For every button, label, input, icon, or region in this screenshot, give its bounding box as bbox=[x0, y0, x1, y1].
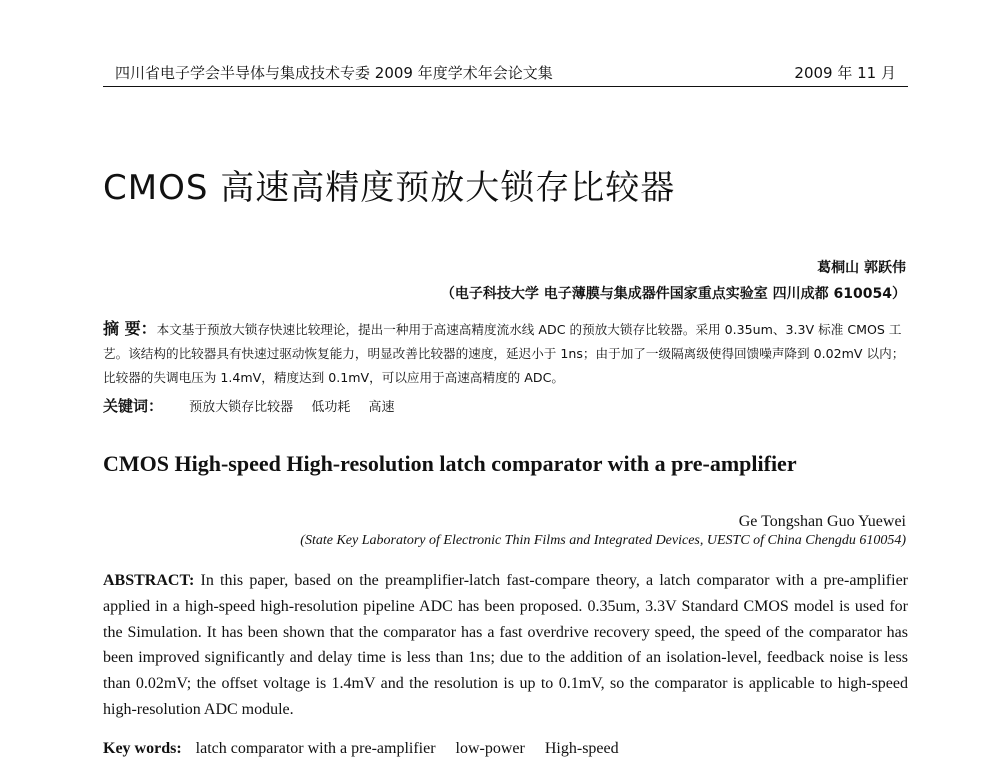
chinese-affiliation: （电子科技大学 电子薄膜与集成器件国家重点实验室 四川成都 610054） bbox=[440, 286, 906, 302]
journal-name: 四川省电子学会半导体与集成技术专委 2009 年度学术年会论文集 bbox=[115, 64, 553, 82]
english-abstract-label: ABSTRACT: bbox=[103, 572, 195, 589]
english-abstract bbox=[103, 568, 908, 723]
chinese-keywords-label: 关键词： bbox=[103, 397, 164, 415]
english-keyword: High-speed bbox=[544, 740, 619, 757]
english-keywords bbox=[103, 740, 635, 758]
english-title: CMOS High-speed High-resolution latch comparator with a pre-amplifier bbox=[103, 451, 797, 476]
english-keywords-label: Key words: bbox=[103, 740, 182, 757]
running-header bbox=[103, 60, 908, 87]
chinese-keywords bbox=[103, 395, 408, 416]
chinese-keyword: 预放大锁存比较器 bbox=[189, 400, 294, 415]
chinese-keyword: 低功耗 bbox=[311, 400, 351, 415]
publication-date: 2009 年 11 月 bbox=[794, 64, 896, 82]
chinese-keyword: 高速 bbox=[368, 400, 395, 415]
english-authors: Ge Tongshan Guo Yuewei bbox=[738, 513, 906, 530]
english-abstract-text: In this paper, based on the preamplifier-latch fast-compare theory, a latch comparator with a pre-amplifier applied in a high-speed high-resolution pipeline ADC has been proposed. 0.35um, 3.3V Standard CMOS model is used for the Simulation. It has been shown that the comparator has a fast overdrive recovery speed, the speed of the comparator has been improved significantly and delay time is less than 1ns; due to the addition of an isolation-level, feedback noise is less than 0.02mV; the offset voltage is 1.4mV and the resolution is up to 0.1mV, so the comparator is applicable to high-speed high-resolution ADC module. bbox=[103, 572, 909, 718]
english-keyword: latch comparator with a pre-amplifier bbox=[195, 740, 436, 757]
chinese-abstract-text: 本文基于预放大锁存快速比较理论，提出一种用于高速高精度流水线 ADC 的预放大锁存比较器。采用 0.35um、3.3V 标准 CMOS 工艺。该结构的比较器具有快速过驱动恢复能力，明显改善比较器的速度，延迟小于 1ns；由于加了一级隔离级使得回馈噪声降到 0.02mV 以内；比较器的失调电压为 1.4mV，精度达到 0.1mV，可以应用于高速高精度的 ADC。 bbox=[103, 322, 905, 385]
chinese-title: CMOS 高速高精度预放大锁存比较器 bbox=[103, 168, 676, 208]
english-keyword: low-power bbox=[455, 740, 525, 757]
chinese-authors: 葛桐山 郭跃伟 bbox=[817, 260, 906, 276]
english-affiliation: (State Key Laboratory of Electronic Thin Films and Integrated Devices, UESTC of China Chengdu 610054) bbox=[300, 533, 906, 548]
chinese-abstract bbox=[103, 317, 908, 390]
chinese-abstract-label: 摘 要： bbox=[103, 319, 157, 338]
